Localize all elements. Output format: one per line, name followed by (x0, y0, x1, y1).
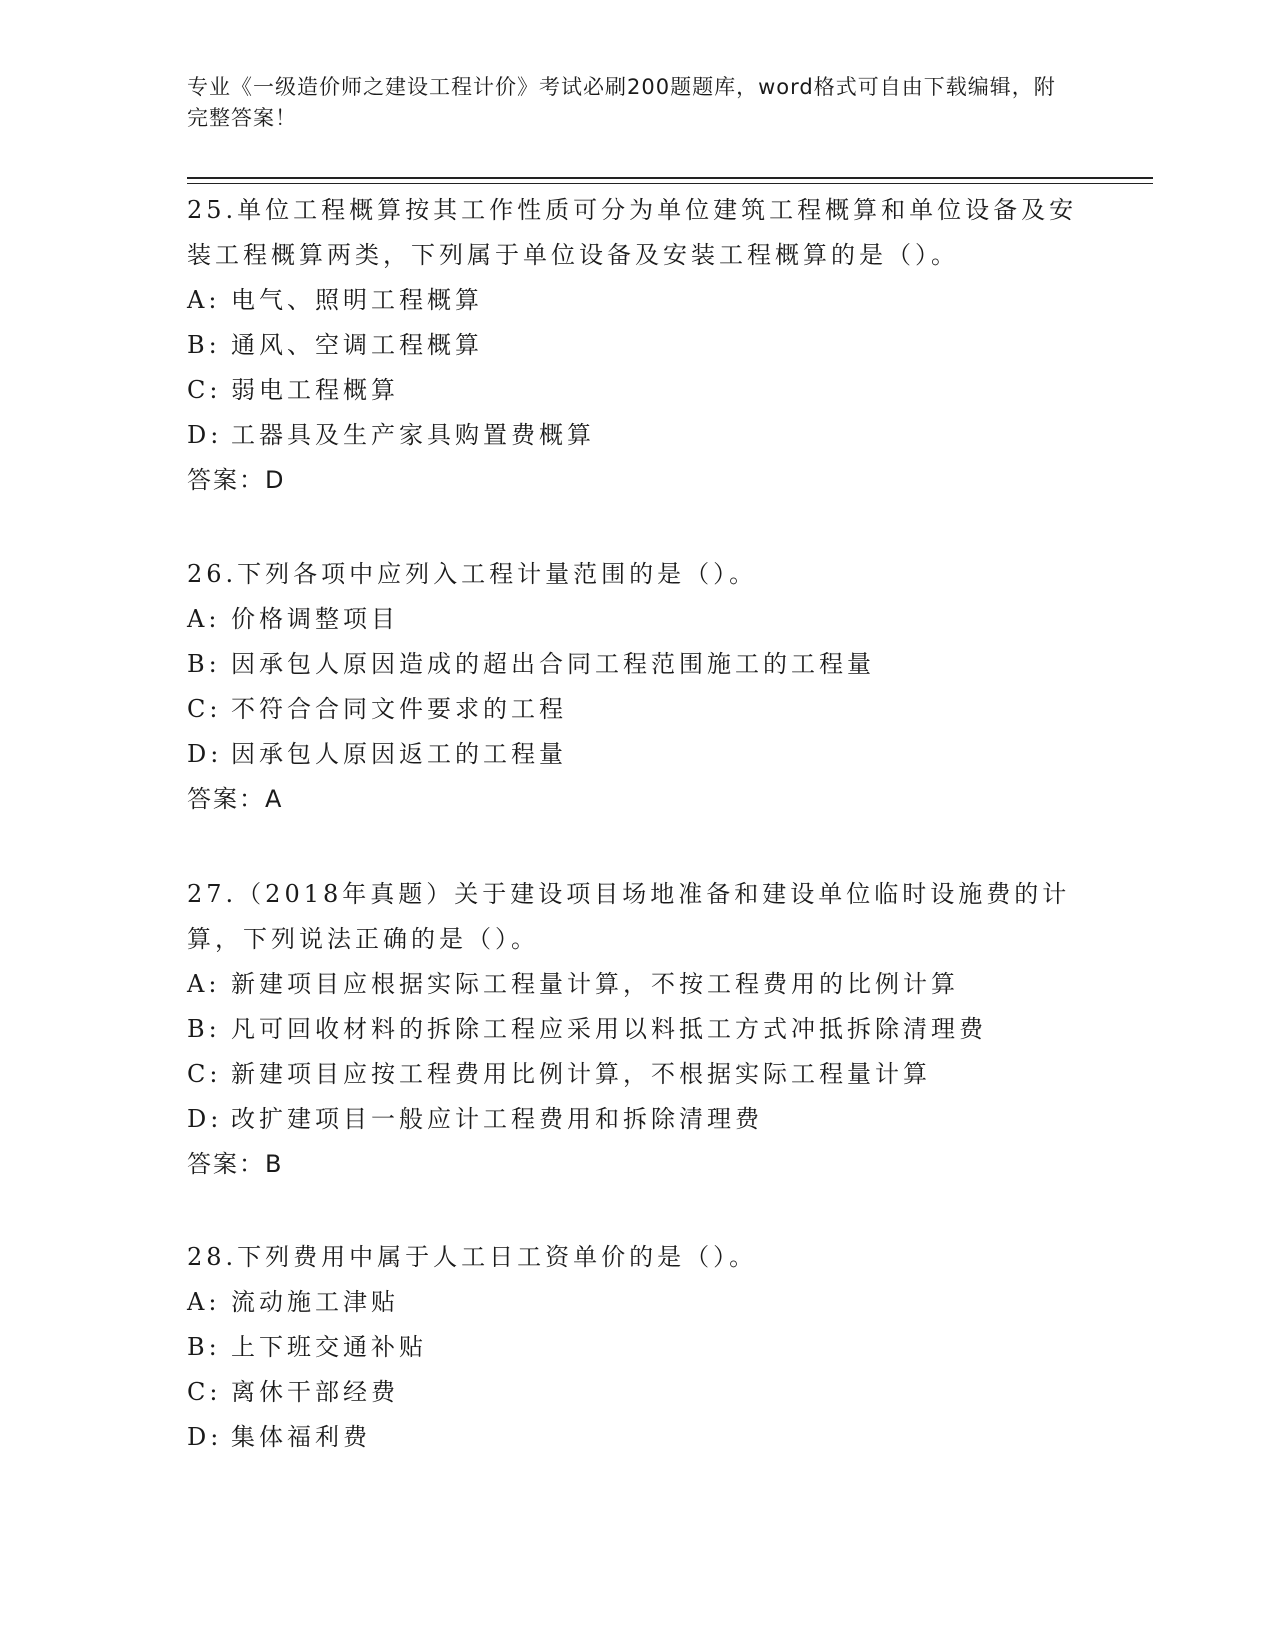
option-text: 流动施工津贴 (231, 1288, 399, 1316)
question-text: 下列各项中应列入工程计量范围的是（）。 (237, 560, 758, 588)
header-rule-thick (187, 177, 1153, 179)
answer-line: 答案：A (187, 785, 284, 813)
option-c (187, 687, 1087, 732)
option-text: 弱电工程概算 (231, 376, 399, 404)
option-letter: C: (187, 695, 222, 723)
option-d (187, 413, 1087, 458)
option-a (187, 278, 1087, 323)
option-letter: C: (187, 1378, 222, 1406)
question-stem (187, 552, 1087, 597)
question-26 (187, 552, 1087, 822)
question-27 (187, 872, 1087, 1187)
option-text: 因承包人原因返工的工程量 (231, 740, 567, 768)
option-letter: B: (187, 650, 221, 678)
option-text: 离休干部经费 (231, 1378, 399, 1406)
option-a (187, 597, 1087, 642)
option-b (187, 323, 1087, 368)
option-text: 集体福利费 (231, 1423, 371, 1451)
option-text: 价格调整项目 (231, 605, 399, 633)
question-text: 单位工程概算按其工作性质可分为单位建筑工程概算和单位设备及安装工程概算两类，下列属于单位设备及安装工程概算的是（）。 (187, 196, 1078, 269)
option-text: 改扩建项目一般应计工程费用和拆除清理费 (231, 1105, 763, 1133)
option-letter: A: (187, 605, 221, 633)
option-text: 新建项目应根据实际工程量计算，不按工程费用的比例计算 (231, 970, 959, 998)
option-text: 不符合合同文件要求的工程 (231, 695, 567, 723)
option-d (187, 732, 1087, 777)
option-letter: C: (187, 1060, 222, 1088)
question-number: 27. (187, 880, 238, 908)
option-text: 工器具及生产家具购置费概算 (231, 421, 595, 449)
option-text: 凡可回收材料的拆除工程应采用以料抵工方式冲抵拆除清理费 (231, 1015, 987, 1043)
header-rule-thin (187, 183, 1153, 184)
option-text: 通风、空调工程概算 (231, 331, 483, 359)
option-b (187, 642, 1087, 687)
option-letter: D: (187, 1423, 223, 1451)
option-letter: B: (187, 1015, 221, 1043)
option-b (187, 1325, 1087, 1370)
option-c (187, 1370, 1087, 1415)
option-letter: A: (187, 1288, 221, 1316)
question-text: 下列费用中属于人工日工资单价的是（）。 (237, 1243, 758, 1271)
option-letter: C: (187, 376, 222, 404)
question-number: 25. (187, 196, 238, 224)
question-stem (187, 188, 1087, 278)
option-letter: A: (187, 970, 221, 998)
option-letter: D: (187, 1105, 223, 1133)
question-text: （2018年真题）关于建设项目场地准备和建设单位临时设施费的计算，下列说法正确的是（）。 (187, 880, 1071, 953)
question-number: 28. (187, 1243, 238, 1271)
question-stem (187, 1235, 1087, 1280)
option-c (187, 368, 1087, 413)
question-28 (187, 1235, 1087, 1460)
option-letter: A: (187, 286, 221, 314)
option-a (187, 962, 1087, 1007)
option-text: 新建项目应按工程费用比例计算，不根据实际工程量计算 (231, 1060, 931, 1088)
option-c (187, 1052, 1087, 1097)
option-text: 上下班交通补贴 (231, 1333, 427, 1361)
option-letter: B: (187, 1333, 221, 1361)
page-header (187, 72, 1067, 134)
option-b (187, 1007, 1087, 1052)
option-a (187, 1280, 1087, 1325)
question-25 (187, 188, 1087, 503)
answer-line: 答案：D (187, 466, 286, 494)
option-text: 因承包人原因造成的超出合同工程范围施工的工程量 (231, 650, 875, 678)
header-text: 专业《一级造价师之建设工程计价》考试必刷200题题库，word格式可自由下载编辑，附完整答案！ (187, 75, 1056, 130)
option-text: 电气、照明工程概算 (231, 286, 483, 314)
answer-line: 答案：B (187, 1150, 284, 1178)
option-letter: D: (187, 421, 223, 449)
option-d (187, 1415, 1087, 1460)
option-letter: D: (187, 740, 223, 768)
question-stem (187, 872, 1087, 962)
question-number: 26. (187, 560, 238, 588)
option-d (187, 1097, 1087, 1142)
option-letter: B: (187, 331, 221, 359)
